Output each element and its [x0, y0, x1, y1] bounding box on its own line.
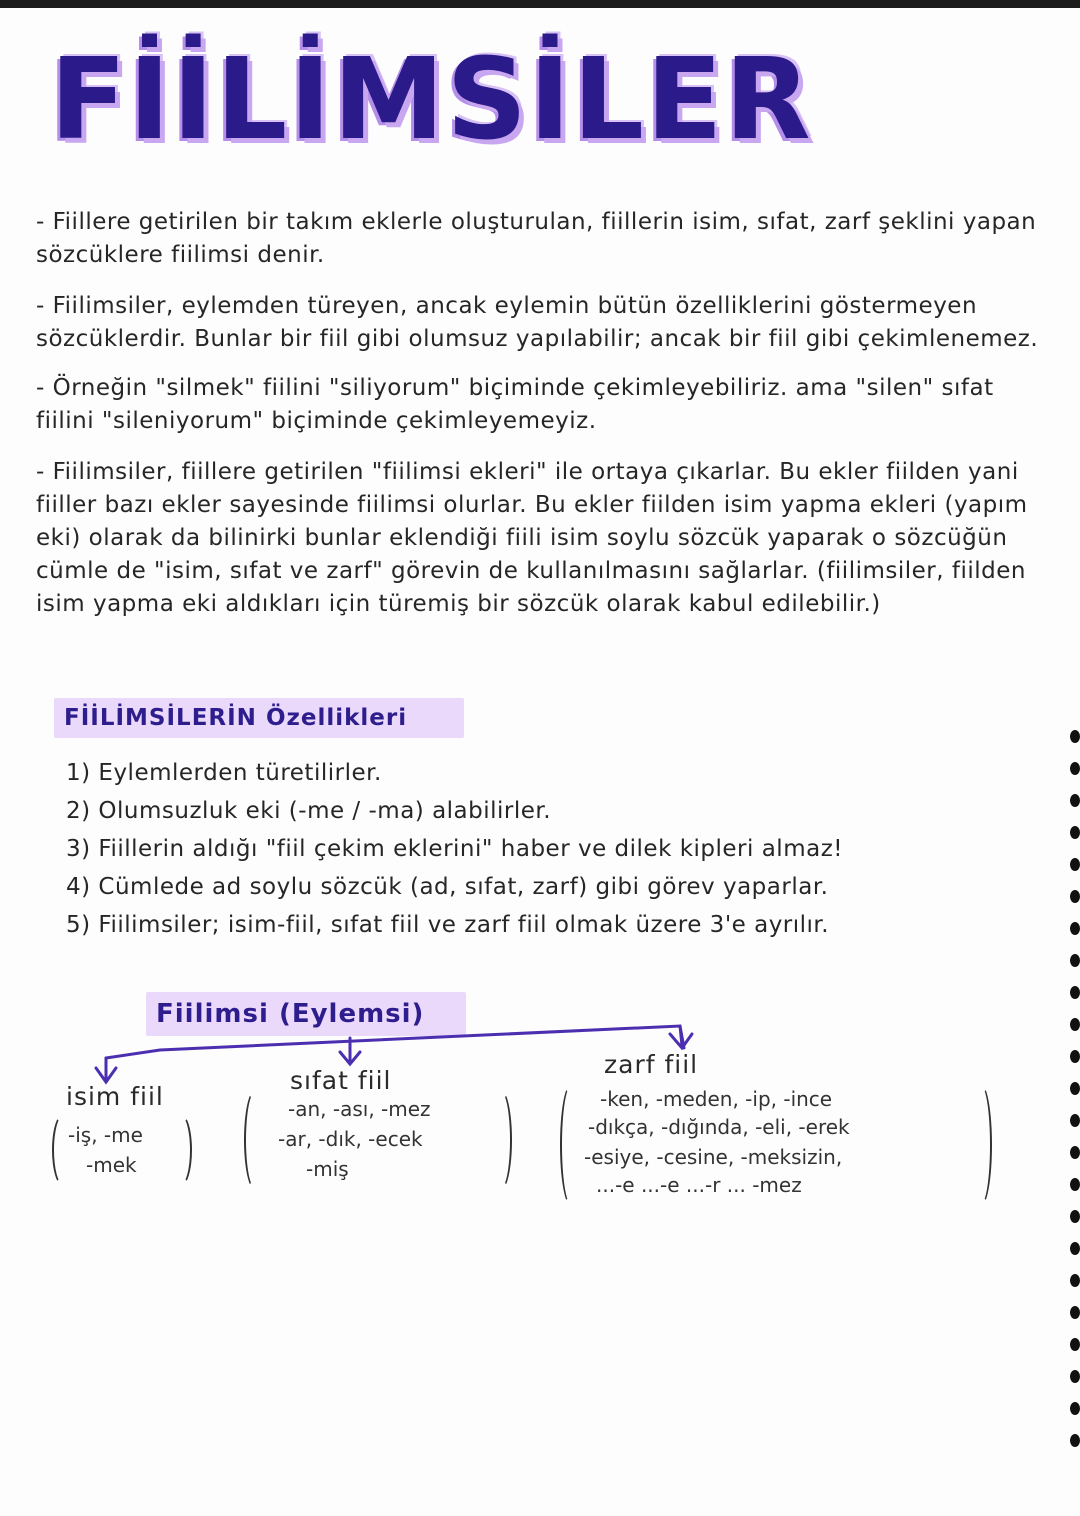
binding-hole — [1070, 1370, 1080, 1383]
suffix-line: ...-e ...-e ...-r ... -mez — [596, 1173, 802, 1197]
paragraph-definition: - Fiillere getirilen bir takım eklerle oluşturulan, fiillerin isim, sıfat, zarf şeklini yapan sözcüklere fiilimsi denir. — [36, 209, 1037, 268]
binding-hole — [1070, 1082, 1080, 1095]
paren-left — [244, 1090, 266, 1190]
suffix-line: -an, -ası, -mez — [288, 1097, 431, 1121]
binding-hole — [1070, 986, 1080, 999]
list-item: 5) Fiilimsiler; isim-fiil, sıfat fiil ve zarf fiil olmak üzere 3'e ayrılır. — [66, 912, 830, 938]
list-item: 1) Eylemlerden türetilirler. — [66, 760, 382, 786]
suffix-line: -dıkça, -dığında, -eli, -erek — [588, 1115, 850, 1139]
suffix-group-isim-fiil — [52, 1114, 192, 1186]
suffix-line: -esiye, -cesine, -meksizin, — [584, 1145, 843, 1169]
binding-hole — [1070, 890, 1080, 903]
binding-hole — [1070, 1274, 1080, 1287]
binding-hole — [1070, 1018, 1080, 1031]
binding-hole — [1070, 1050, 1080, 1063]
suffix-line: -iş, -me — [68, 1123, 143, 1147]
binding-hole — [1070, 922, 1080, 935]
features-heading — [54, 698, 464, 738]
paren-right — [490, 1090, 512, 1190]
branch-title-zarf-fiil: zarf fiil — [604, 1050, 699, 1079]
paren-right — [970, 1084, 992, 1206]
binding-hole — [1070, 826, 1080, 839]
notebook-page — [0, 8, 1080, 1516]
spiral-binding-holes — [1068, 730, 1080, 1450]
suffix-line: -ken, -meden, -ip, -ince — [600, 1087, 833, 1111]
binding-hole — [1070, 1242, 1080, 1255]
binding-hole — [1070, 1210, 1080, 1223]
paren-right — [170, 1114, 192, 1186]
paragraph-properties: - Fiilimsiler, eylemden türeyen, ancak eylemin bütün özelliklerini göstermeyen sözcüklerdir. Bunlar bir fiil gibi olumsuz yapılabilir; ancak bir fiil gibi çekimlenemez. — [36, 293, 1039, 352]
binding-hole — [1070, 1434, 1080, 1447]
binding-hole — [1070, 794, 1080, 807]
binding-hole — [1070, 858, 1080, 871]
list-item: 4) Cümlede ad soylu sözcük (ad, sıfat, zarf) gibi görev yaparlar. — [66, 874, 829, 900]
binding-hole — [1070, 1146, 1080, 1159]
branch-title-sifat-fiil: sıfat fiil — [290, 1066, 392, 1095]
binding-hole — [1070, 1338, 1080, 1351]
paragraph-example: - Örneğin "silmek" fiilini "siliyorum" biçiminde çekimleyebiliriz. ama "silen" sıfat fiilini "sileniyorum" biçiminde çekimleyemeyiz. — [36, 375, 994, 434]
page-top-edge — [0, 0, 1080, 8]
paragraph-suffixes: - Fiilimsiler, fiillere getirilen "fiilimsi ekleri" ile ortaya çıkarlar. Bu ekler fiilden yani fiiller bazı ekler sayesinde fiilimsi olurlar. Bu ekler fiilden isim yapma ekleri (yapım eki) olarak da bilinirki bunlar eklendiği fiili isim soylu sözcük yaparak o sözcüğün cümle de "isim, sıfat ve zarf" görevin de kullanılmasını sağlarlar. (fiilimsiler, fiilden isim yapma eki aldıkları için türemiş bir sözcük olarak kabul edilebilir.) — [36, 459, 1028, 617]
binding-hole — [1070, 730, 1080, 743]
suffix-line: -miş — [306, 1157, 349, 1181]
binding-hole — [1070, 762, 1080, 775]
binding-hole — [1070, 1114, 1080, 1127]
binding-hole — [1070, 1306, 1080, 1319]
features-heading-text: FİİLİMSİLERİN Özellikleri — [64, 705, 408, 731]
suffix-group-sifat-fiil — [244, 1090, 512, 1190]
branch-title-isim-fiil: isim fiil — [66, 1082, 164, 1111]
features-list — [66, 756, 1056, 946]
paren-left — [560, 1084, 582, 1206]
binding-hole — [1070, 1402, 1080, 1415]
diagram-heading-text: Fiilimsi (Eylemsi) — [156, 999, 425, 1029]
binding-hole — [1070, 1178, 1080, 1191]
page-title: FİİLİMSİLER — [50, 35, 813, 165]
list-item: 3) Fiillerin aldığı "fiil çekim eklerini" haber ve dilek kipleri almaz! — [66, 836, 843, 862]
suffix-group-zarf-fiil — [560, 1084, 992, 1206]
suffix-line: -mek — [86, 1153, 137, 1177]
suffix-line: -ar, -dık, -ecek — [278, 1127, 423, 1151]
diagram-heading — [146, 992, 466, 1036]
list-item: 2) Olumsuzluk eki (-me / -ma) alabilirler. — [66, 798, 552, 824]
binding-hole — [1070, 954, 1080, 967]
